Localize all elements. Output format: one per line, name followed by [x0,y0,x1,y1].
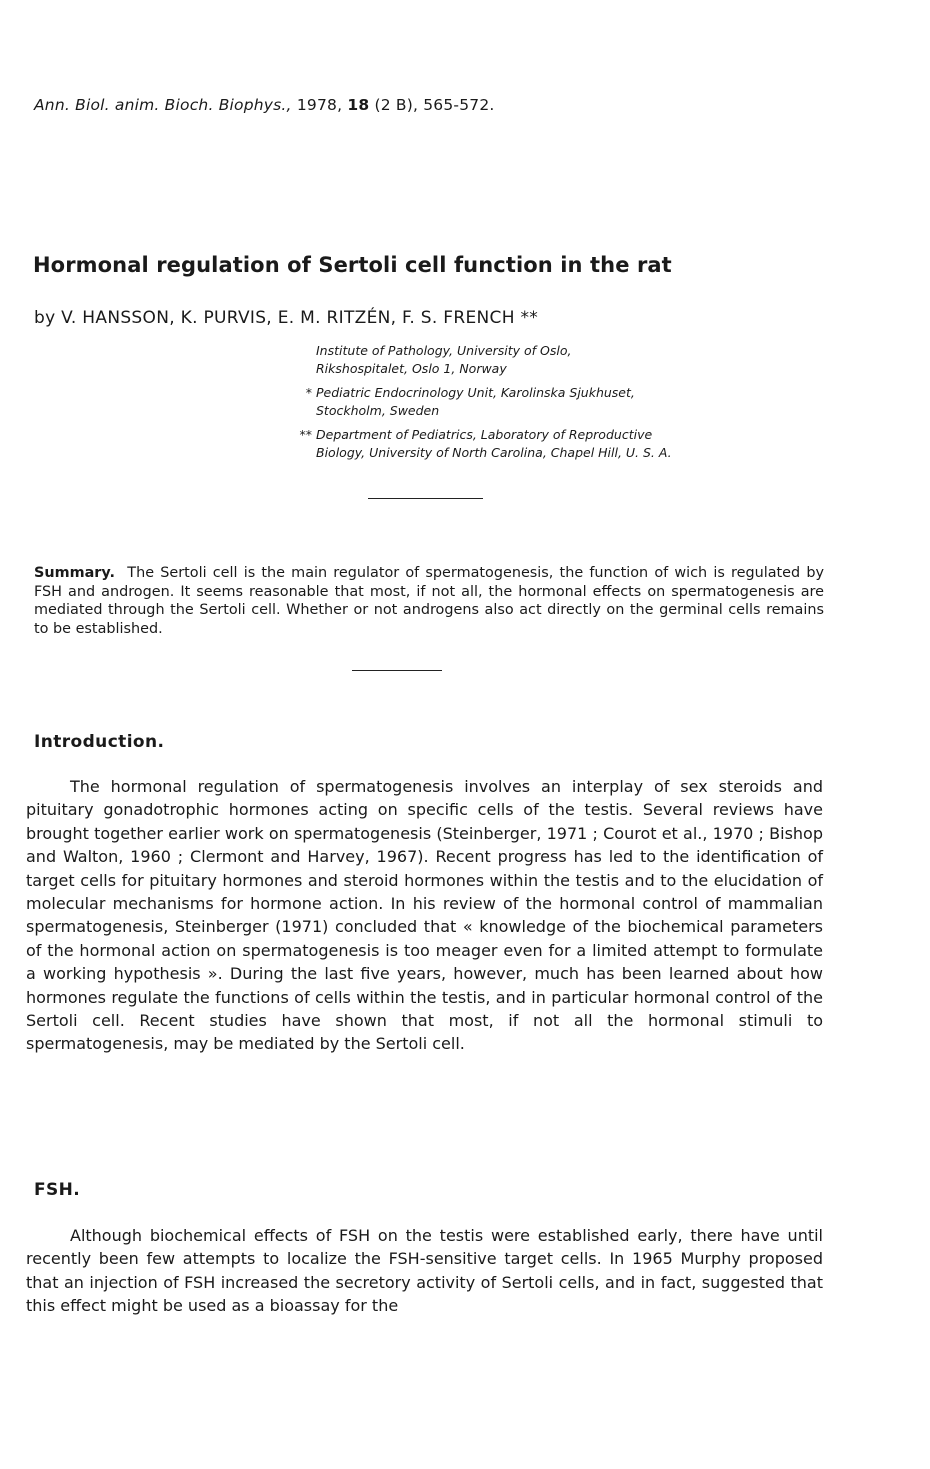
affiliation-line: Department of Pediatrics, Laboratory of Reproductive [316,427,653,442]
summary-label: Summary. [34,565,115,581]
affiliation-mark: ** [299,427,312,442]
affiliation-stockholm [286,384,846,420]
article-title: Hormonal regulation of Sertoli cell function in the rat [33,253,672,277]
affiliation-oslo [286,342,846,378]
journal-issue-pages: (2 B), 565-572. [374,96,495,114]
affiliation-line: Biology, University of North Carolina, Chapel Hill, U. S. A. [316,445,672,460]
affiliation-line: Rikshospitalet, Oslo 1, Norway [316,361,507,376]
affiliation-line: Pediatric Endocrinology Unit, Karolinska Sjukhuset, [316,385,635,400]
affiliation-mark: * [305,385,312,400]
affiliation-line: Institute of Pathology, University of Oslo, [316,343,572,358]
introduction-paragraph: The hormonal regulation of spermatogenesis involves an interplay of sex steroids and pituitary gonadotrophic hormones acting on specific cells of the testis. Several reviews have brought together earlier work on spermatogenesis (Steinberger, 1971 ; Courot et al., 1970 ; Bishop and Walton, 1960 ; Clermont and Harvey, 1967). Recent progress has led to the identification of target cells for pituitary hormones and steroid hormones within the testis and to the elucidation of molecular mechanisms for hormone action. In his review of the hormonal control of mammalian spermatogenesis, Steinberger (1971) concluded that « knowledge of the biochemical parameters of the hormonal action on spermatogenesis is too meager even for a limited attempt to formulate a working hypothesis ». During the last five years, however, much has been learned about how hormones regulate the functions of cells within the testis, and in particular hormonal control of the Sertoli cell. Recent studies have shown that most, if not all the hormonal stimuli to spermatogenesis, may be mediated by the Sertoli cell. [26,777,823,1054]
fsh-paragraph: Although biochemical effects of FSH on the testis were established early, there have until recently been few attempts to localize the FSH-sensitive target cells. In 1965 Murphy proposed that an injection of FSH increased the secretory activity of Sertoli cells, and in fact, suggested that this effect might be used as a bioassay for the [26,1226,823,1316]
section-heading-fsh: FSH. [34,1180,81,1200]
affiliation-north-carolina [286,426,846,462]
journal-volume: 18 [347,96,370,114]
journal-year: 1978, [296,96,343,114]
affiliation-line: Stockholm, Sweden [316,403,440,418]
author-line: by V. HANSSON, K. PURVIS, E. M. RITZÉN, F. S. FRENCH ** [34,308,539,328]
citation-line [34,96,734,114]
section-heading-introduction: Introduction. [34,732,165,752]
separator-rule [352,670,442,671]
journal-name: Ann. Biol. anim. Bioch. Biophys., [34,96,292,114]
summary-paragraph [34,564,824,638]
affiliations [286,342,846,468]
separator-rule [368,498,483,499]
summary-text: The Sertoli cell is the main regulator of spermatogenesis, the function of wich is regulated by FSH and androgen. It seems reasonable that most, if not all, the hormonal effects on spermatogenesis are mediated through the Sertoli cell. Whether or not androgens also act directly on the germinal cells remains to be established. [34,565,824,637]
